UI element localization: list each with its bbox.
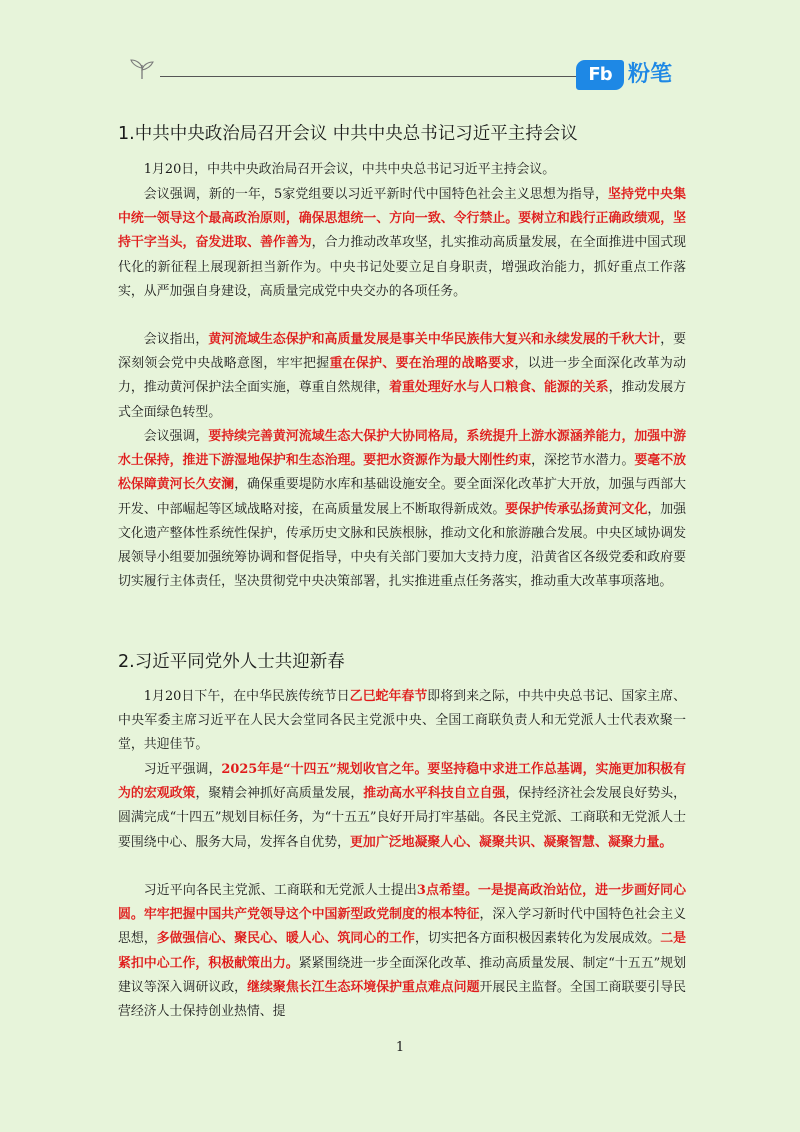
paragraph <box>118 183 686 304</box>
body-text: ，聚精会神抓好高质量发展， <box>195 786 364 802</box>
body-text: ，加强文化遗产整体性系统性保护，传承历史文脉和民族根脉，推动文化和旅游融合发展。中央区域协调发展领导小组要加强统筹协调和督促指导，中央有关部门要加大支持力度，沿黄省区各级党委和政府要切实履行主体责任，坚决贯彻党中央决策部署，扎实推进重点任务落实，推动重大改革事项落地。 <box>118 501 687 590</box>
highlight-text: 要保护传承弘扬黄河文化 <box>505 501 648 517</box>
fenbi-logo <box>576 60 702 92</box>
paragraph <box>118 685 686 758</box>
header-rule <box>160 76 612 77</box>
highlight-text: 重在保护、要在治理的战略要求 <box>329 356 515 372</box>
highlight-text: 继续聚焦长江生态环境保护重点难点问题 <box>247 979 480 995</box>
paragraph <box>118 328 686 425</box>
highlight-text: 3点希望。一是提高政治站位，进一步画好同心圆。牢牢把握中国共产党领导这个中国新型政党制度的根本特征 <box>118 883 687 923</box>
highlight-text: 黄河流域生态保护和高质量发展是事关中华民族伟大复兴和永续发展的千秋大计 <box>208 332 661 347</box>
highlight-text: 2025年是“十四五”规划收官之年。要坚持稳中求进工作总基调，实施更加积极有为的宏观政策 <box>118 762 686 802</box>
paragraph <box>118 758 686 855</box>
section-2-title: 2.习近平同党外人士共迎新春 <box>118 652 345 672</box>
section-1-title: 1.中共中央政治局召开会议 中共中央总书记习近平主持会议 <box>118 124 578 144</box>
body-text: 紧紧围绕进一步全面深化改革、推动高质量发展、制定“十五五”规划建议等深入调研议政， <box>118 955 686 995</box>
paragraph <box>118 425 686 594</box>
body-text: ，保持经济社会发展良好势头，圆满完成“十四五”规划目标任务，为“十五五”良好开局打牢基础。各民主党派、工商联和无党派人士要围绕中心、服务大局，发挥各自优势， <box>118 786 687 850</box>
body-text: 会议强调， <box>143 429 209 444</box>
body-text: 会议指出， <box>143 332 209 347</box>
highlight-text: 着重处理好水与人口粮食、能源的关系 <box>389 380 609 396</box>
logo-mark: Fb <box>576 60 624 90</box>
body-text: ，切实把各方面积极因素转化为发展成效。 <box>414 931 661 947</box>
paragraph <box>118 879 686 1024</box>
highlight-text: 乙巳蛇年春节 <box>349 689 428 704</box>
highlight-text: 推动高水平科技自立自强 <box>363 786 506 802</box>
highlight-text: 坚持党中央集中统一领导这个最高政治原则，确保思想统一、方向一致、令行禁止。要树立和践行正确政绩观，坚持干字当头，奋发进取、善作善为 <box>118 187 686 251</box>
body-text: 习近平向各民主党派、工商联和无党派人士提出 <box>143 883 417 898</box>
page-number: 1 <box>395 1040 405 1055</box>
highlight-text: 要持续完善黄河流域生态大保护大协同格局，系统提升上游水源涵养能力，加强中游水土保持，推进下游湿地保护和生态治理。要把水资源作为最大刚性约束 <box>118 429 687 469</box>
highlight-text: 更加广泛地凝聚人心、凝聚共识、凝聚智慧、凝聚力量。 <box>350 834 673 850</box>
body-text: ，深入学习新时代中国特色社会主义思想， <box>118 907 687 947</box>
highlight-text: 要毫不放松保障黄河长久安澜 <box>118 453 687 493</box>
body-text: ，确保重要堤防水库和基础设施安全。要全面深化改革扩大开放，加强与西部大开发、中部崛起等区域战略对接，在高质量发展上不断取得新成效。 <box>118 477 687 517</box>
body-text: 开展民主监督。全国工商联要引导民营经济人士保持创业热情、提 <box>118 979 687 1020</box>
highlight-text: 二是紧扣中心工作，积极献策出力。 <box>118 931 687 971</box>
highlight-text: 多做强信心、聚民心、暖人心、筑同心的工作 <box>156 931 415 947</box>
body-text: ，要深刻领会党中央战略意图，牢牢把握 <box>118 332 687 372</box>
body-text: ，深挖节水潜力。 <box>531 453 635 469</box>
body-text: 会议强调，新的一年，5家党组要以习近平新时代中国特色社会主义思想为指导， <box>143 187 608 202</box>
body-text: ，以进一步全面深化改革为动力，推动黄河保护法全面实施，尊重自然规律， <box>118 356 687 396</box>
page-header <box>124 52 708 92</box>
paragraph <box>118 158 686 182</box>
body-text: 1月20日，中共中央政治局召开会议，中共中央总书记习近平主持会议。 <box>143 162 556 177</box>
body-text: 习近平强调， <box>143 762 222 777</box>
logo-name: 粉笔 <box>628 62 673 87</box>
body-text: 即将到来之际，中共中央总书记、国家主席、中央军委主席习近平在人民大会堂同各民主党派中央、全国工商联负责人和无党派人士代表欢聚一堂，共迎佳节。 <box>118 689 687 753</box>
body-text: ，推动发展方式全面绿色转型。 <box>118 380 687 420</box>
body-text: ，合力推动改革攻坚，扎实推动高质量发展，在全面推进中国式现代化的新征程上展现新担当新作为。中央书记处要立足自身职责，增强政治能力，抓好重点工作落实，从严加强自身建设，高质量完成党中央交办的各项任务。 <box>118 235 687 299</box>
body-text: 1月20日下午，在中华民族传统节日 <box>143 689 350 704</box>
sprout-icon <box>126 58 158 80</box>
